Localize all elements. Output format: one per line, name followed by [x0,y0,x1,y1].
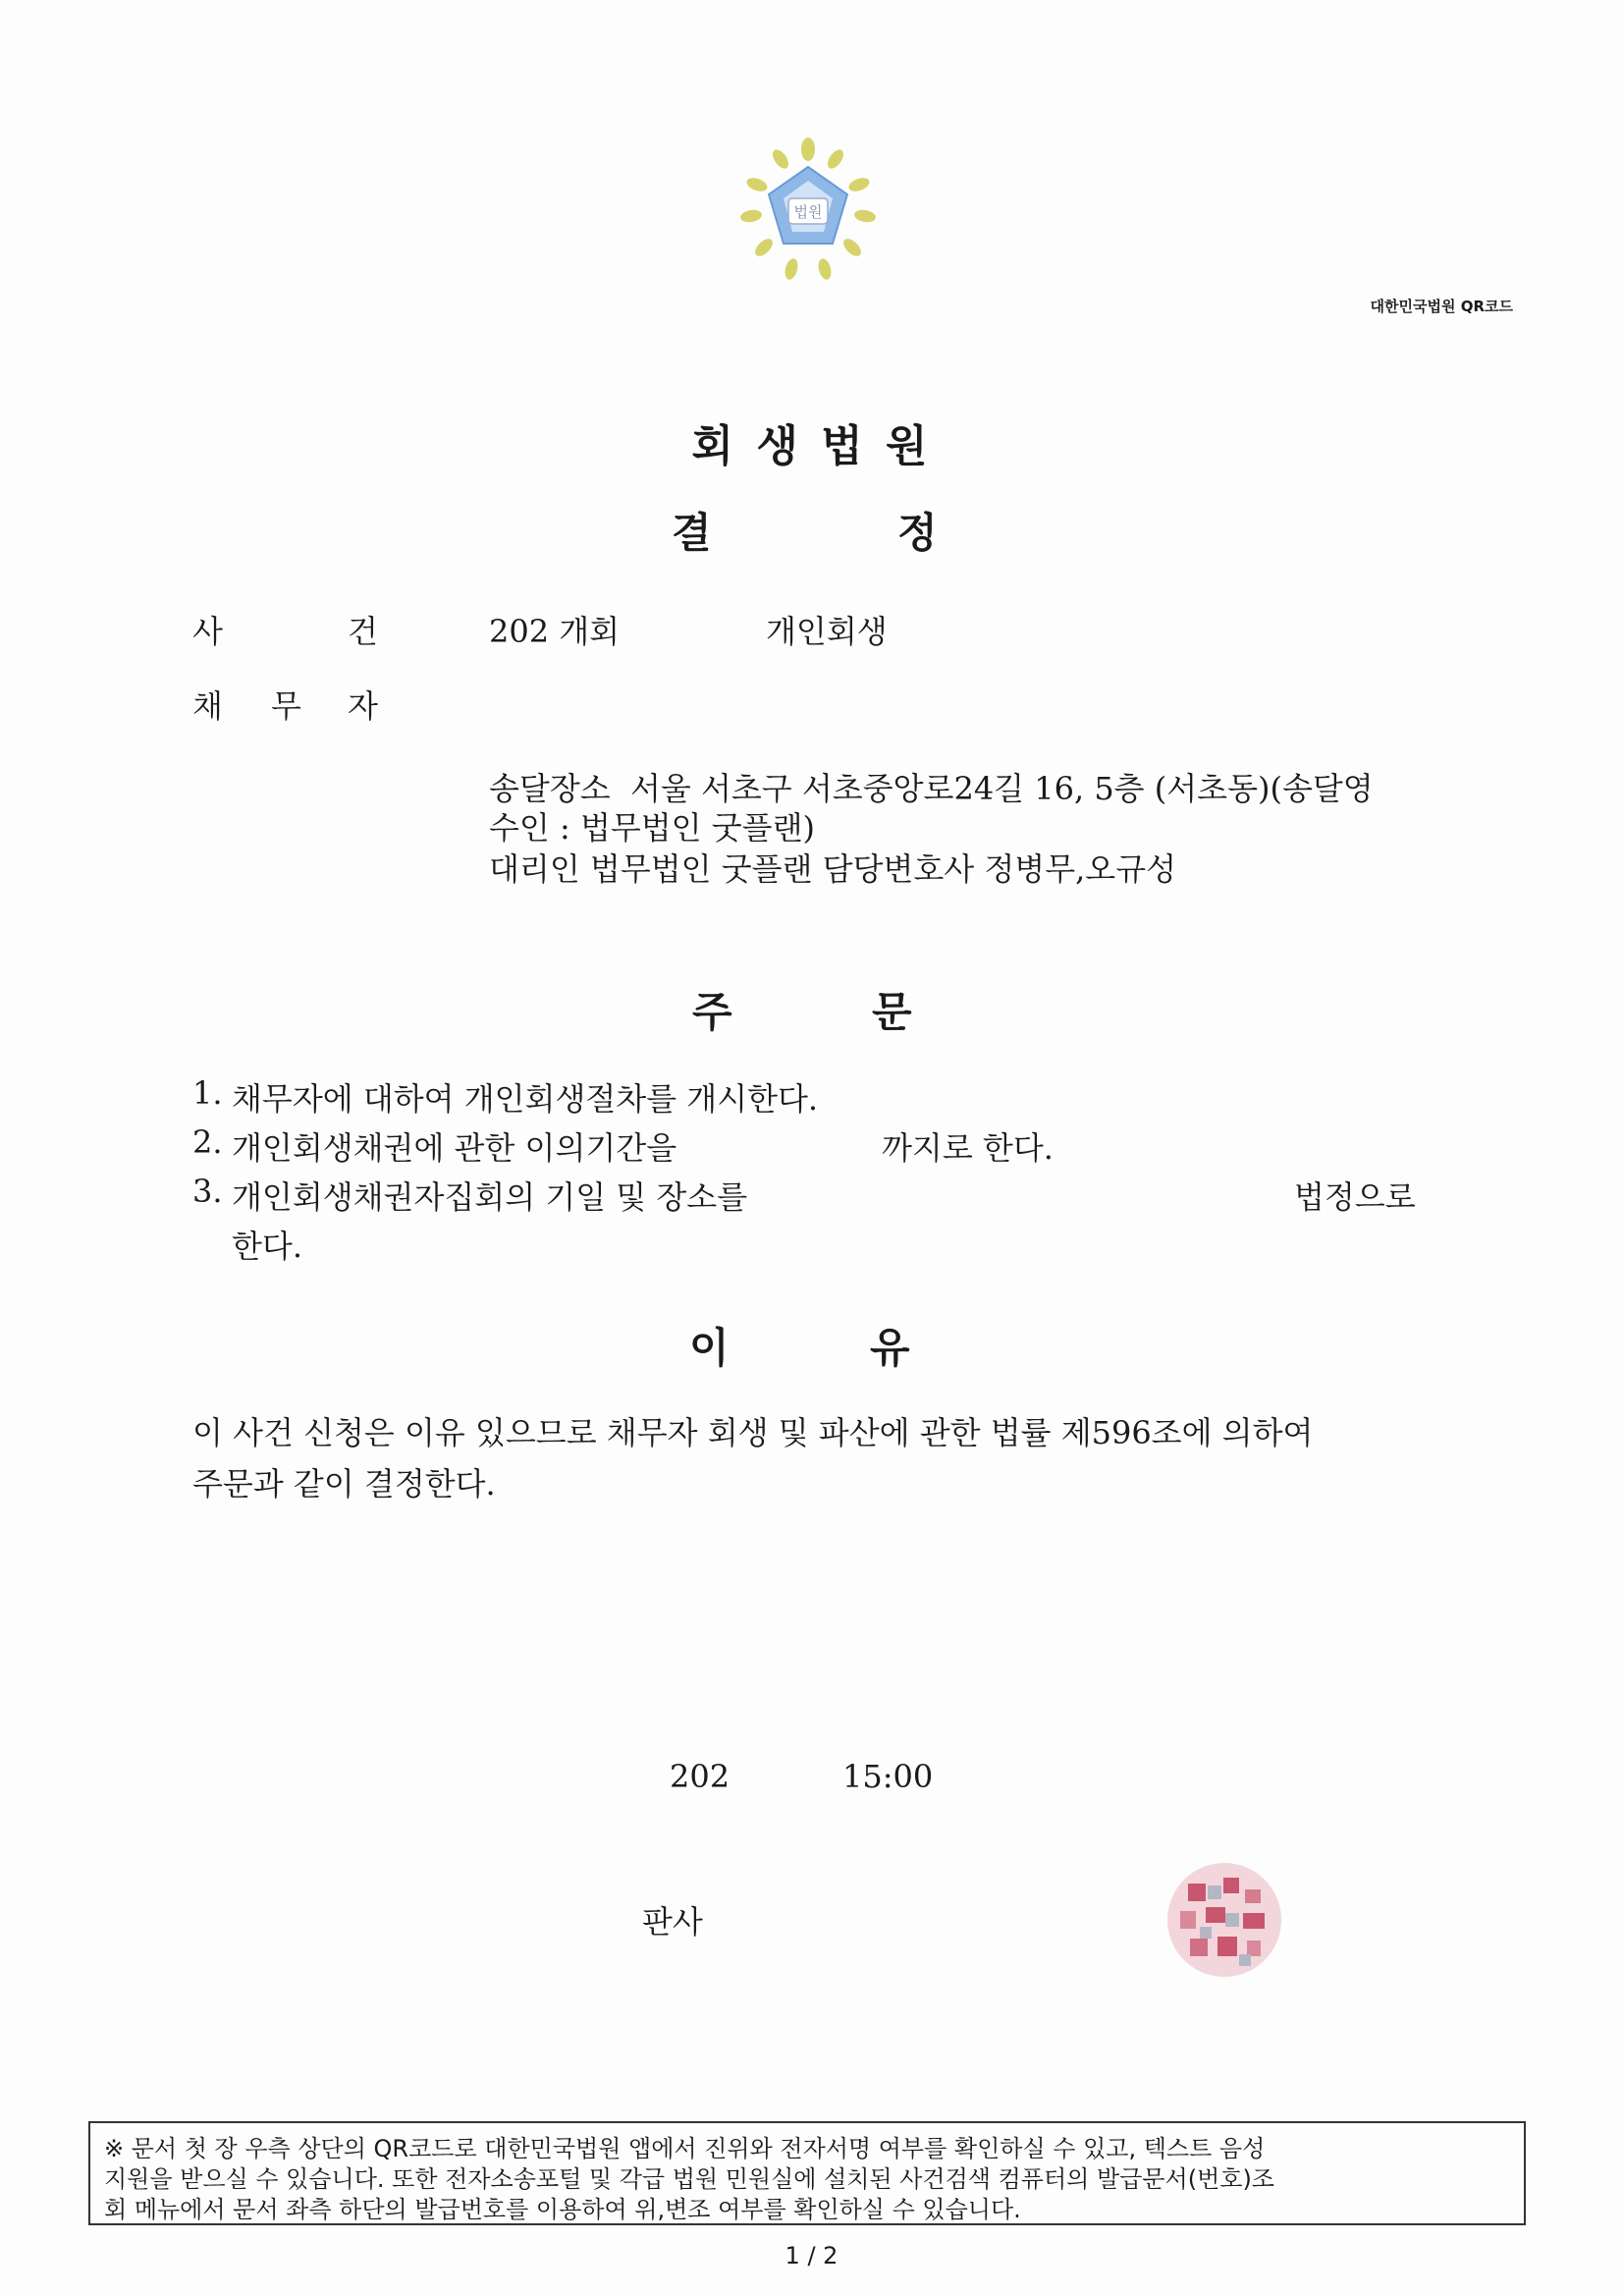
order-item-3-continuation: 한다. [232,1228,302,1265]
reason-line-1: 이 사건 신청은 이유 있으므로 채무자 회생 및 파산에 관한 법률 제596조에 의하여 [192,1414,1314,1451]
qr-code-label: 대한민국법원 QR코드 [1370,298,1513,315]
reason-line-2: 주문과 같이 결정한다. [192,1465,496,1503]
case-type: 개인회생 [766,613,888,650]
notice-line-3: 회 메뉴에서 문서 좌측 하단의 발급번호를 이용하여 위,변조 여부를 확인하실 수 있습니다. [104,2196,1021,2223]
notice-line-1: ※ 문서 첫 장 우측 상단의 QR코드로 대한민국법원 앱에서 진위와 전자서명 여부를 확인하실 수 있고, 텍스트 음성 [104,2135,1266,2162]
emblem-label: 법원 [793,203,823,221]
debtor-label-3: 자 [348,687,378,725]
debtor-address-line-3: 대리인 법무법인 굿플랜 담당변호사 정병무,오규성 [489,850,1177,888]
decision-time: 15:00 [842,1758,934,1795]
doc-type-right: 정 [897,509,938,557]
reason-heading-right: 유 [870,1324,910,1372]
verification-notice-box [88,2121,1526,2225]
order-item-1-num: 1. [192,1074,223,1112]
judge-label: 판사 [642,1903,703,1941]
court-emblem-icon [734,137,882,289]
court-name: 회 생 법 원 [691,421,932,471]
debtor-label-2: 무 [271,687,301,725]
order-item-3-tail: 법정으로 [1294,1178,1416,1216]
debtor-label-1: 채 [192,687,223,725]
order-item-2-text: 개인회생채권에 관한 이의기간을 [232,1129,677,1167]
case-label-1: 사 [192,613,223,650]
judge-seal-icon [1161,1856,1288,1988]
debtor-address-line-1: 송달장소 서울 서초구 서초중앙로24길 16, 5층 (서초동)(송달영 [489,770,1374,807]
order-item-2-num: 2. [192,1123,223,1161]
reason-heading-left: 이 [689,1324,730,1372]
case-number: 202 개회 [489,613,621,650]
order-heading-left: 주 [692,988,732,1036]
case-label-2: 건 [348,613,378,650]
doc-type-left: 결 [672,509,712,557]
order-item-3-num: 3. [192,1173,223,1210]
decision-date-year: 202 [670,1758,730,1795]
page-number: 1 / 2 [784,2242,839,2269]
debtor-address-line-2: 수인 : 법무법인 굿플랜) [489,809,815,847]
order-item-1-text: 채무자에 대하여 개인회생절차를 개시한다. [232,1080,819,1118]
notice-line-2: 지원을 받으실 수 있습니다. 또한 전자소송포털 및 각급 법원 민원실에 설치된 사건검색 컴퓨터의 발급문서(번호)조 [104,2165,1274,2193]
order-heading-right: 문 [872,988,912,1036]
order-item-2-tail: 까지로 한다. [882,1129,1054,1167]
order-item-3-text: 개인회생채권자집회의 기일 및 장소를 [232,1178,748,1216]
